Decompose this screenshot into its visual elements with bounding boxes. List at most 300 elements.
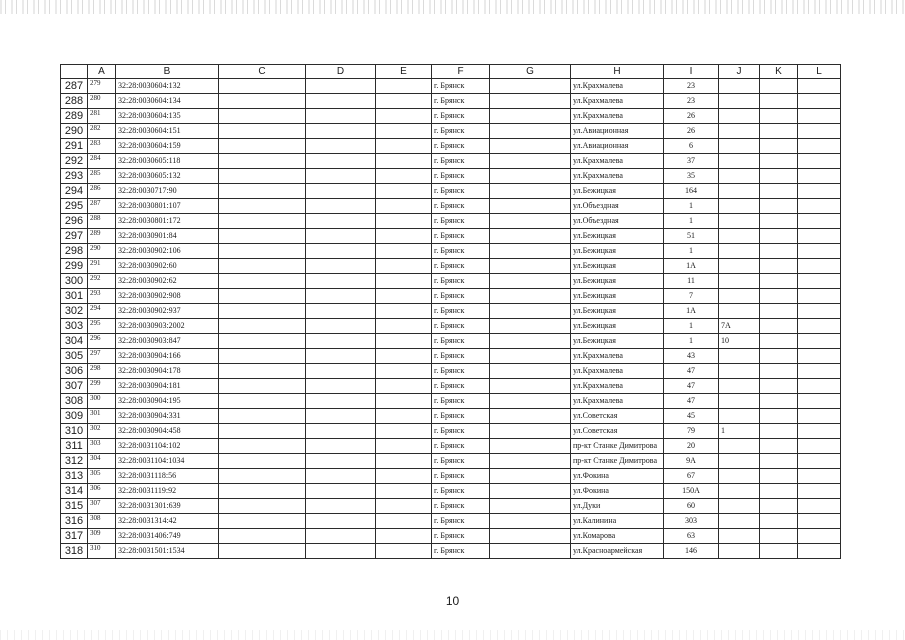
cell-g[interactable]: [490, 244, 571, 259]
cell-i[interactable]: 67: [664, 469, 719, 484]
cell-b[interactable]: 32:28:0030902:60: [116, 259, 219, 274]
cell-g[interactable]: [490, 169, 571, 184]
cell-k[interactable]: [760, 499, 798, 514]
cell-c[interactable]: [219, 454, 306, 469]
row-number[interactable]: 318: [61, 544, 88, 559]
cell-c[interactable]: [219, 199, 306, 214]
cell-k[interactable]: [760, 259, 798, 274]
column-header-j[interactable]: J: [719, 65, 760, 79]
cell-f[interactable]: г. Брянск: [432, 334, 490, 349]
cell-a[interactable]: 289: [88, 229, 116, 244]
cell-d[interactable]: [306, 334, 376, 349]
cell-h[interactable]: ул.Советская: [571, 424, 664, 439]
cell-c[interactable]: [219, 229, 306, 244]
cell-b[interactable]: 32:28:0031406:749: [116, 529, 219, 544]
cell-l[interactable]: [798, 409, 841, 424]
cell-h[interactable]: ул.Крахмалева: [571, 379, 664, 394]
cell-i[interactable]: 51: [664, 229, 719, 244]
cell-c[interactable]: [219, 379, 306, 394]
cell-k[interactable]: [760, 334, 798, 349]
cell-i[interactable]: 26: [664, 124, 719, 139]
cell-d[interactable]: [306, 394, 376, 409]
cell-c[interactable]: [219, 319, 306, 334]
cell-f[interactable]: г. Брянск: [432, 79, 490, 94]
cell-a[interactable]: 298: [88, 364, 116, 379]
cell-g[interactable]: [490, 529, 571, 544]
cell-g[interactable]: [490, 154, 571, 169]
cell-b[interactable]: 32:28:0030604:159: [116, 139, 219, 154]
cell-l[interactable]: [798, 499, 841, 514]
cell-c[interactable]: [219, 79, 306, 94]
cell-i[interactable]: 26: [664, 109, 719, 124]
cell-f[interactable]: г. Брянск: [432, 514, 490, 529]
cell-d[interactable]: [306, 244, 376, 259]
cell-d[interactable]: [306, 139, 376, 154]
row-number[interactable]: 313: [61, 469, 88, 484]
row-number[interactable]: 299: [61, 259, 88, 274]
cell-d[interactable]: [306, 469, 376, 484]
cell-g[interactable]: [490, 304, 571, 319]
cell-c[interactable]: [219, 214, 306, 229]
cell-k[interactable]: [760, 409, 798, 424]
cell-g[interactable]: [490, 109, 571, 124]
cell-h[interactable]: ул.Крахмалева: [571, 364, 664, 379]
cell-c[interactable]: [219, 274, 306, 289]
cell-j[interactable]: [719, 364, 760, 379]
cell-j[interactable]: [719, 229, 760, 244]
cell-e[interactable]: [376, 514, 432, 529]
cell-b[interactable]: 32:28:0030604:132: [116, 79, 219, 94]
cell-e[interactable]: [376, 439, 432, 454]
cell-j[interactable]: 10: [719, 334, 760, 349]
cell-i[interactable]: 164: [664, 184, 719, 199]
cell-j[interactable]: [719, 169, 760, 184]
cell-i[interactable]: 37: [664, 154, 719, 169]
cell-a[interactable]: 296: [88, 334, 116, 349]
cell-l[interactable]: [798, 349, 841, 364]
cell-l[interactable]: [798, 454, 841, 469]
cell-l[interactable]: [798, 274, 841, 289]
cell-l[interactable]: [798, 379, 841, 394]
cell-e[interactable]: [376, 244, 432, 259]
row-number[interactable]: 304: [61, 334, 88, 349]
cell-g[interactable]: [490, 454, 571, 469]
cell-f[interactable]: г. Брянск: [432, 454, 490, 469]
cell-l[interactable]: [798, 394, 841, 409]
cell-a[interactable]: 306: [88, 484, 116, 499]
cell-j[interactable]: [719, 259, 760, 274]
cell-k[interactable]: [760, 169, 798, 184]
cell-f[interactable]: г. Брянск: [432, 319, 490, 334]
cell-j[interactable]: [719, 199, 760, 214]
cell-f[interactable]: г. Брянск: [432, 154, 490, 169]
cell-f[interactable]: г. Брянск: [432, 229, 490, 244]
cell-c[interactable]: [219, 304, 306, 319]
cell-g[interactable]: [490, 274, 571, 289]
cell-c[interactable]: [219, 124, 306, 139]
cell-f[interactable]: г. Брянск: [432, 424, 490, 439]
column-header-a[interactable]: A: [88, 65, 116, 79]
cell-a[interactable]: 285: [88, 169, 116, 184]
cell-e[interactable]: [376, 484, 432, 499]
cell-b[interactable]: 32:28:0030901:84: [116, 229, 219, 244]
cell-e[interactable]: [376, 94, 432, 109]
cell-e[interactable]: [376, 319, 432, 334]
cell-f[interactable]: г. Брянск: [432, 214, 490, 229]
cell-k[interactable]: [760, 229, 798, 244]
cell-a[interactable]: 301: [88, 409, 116, 424]
cell-l[interactable]: [798, 124, 841, 139]
cell-a[interactable]: 294: [88, 304, 116, 319]
cell-f[interactable]: г. Брянск: [432, 364, 490, 379]
cell-k[interactable]: [760, 109, 798, 124]
column-header-c[interactable]: C: [219, 65, 306, 79]
row-number[interactable]: 294: [61, 184, 88, 199]
cell-k[interactable]: [760, 349, 798, 364]
cell-k[interactable]: [760, 469, 798, 484]
cell-c[interactable]: [219, 544, 306, 559]
cell-i[interactable]: 79: [664, 424, 719, 439]
cell-h[interactable]: ул.Бежицкая: [571, 244, 664, 259]
cell-h[interactable]: пр-кт Станке Димитрова: [571, 454, 664, 469]
cell-g[interactable]: [490, 214, 571, 229]
cell-e[interactable]: [376, 274, 432, 289]
cell-a[interactable]: 281: [88, 109, 116, 124]
cell-f[interactable]: г. Брянск: [432, 184, 490, 199]
row-number[interactable]: 292: [61, 154, 88, 169]
cell-b[interactable]: 32:28:0030904:166: [116, 349, 219, 364]
column-header-d[interactable]: D: [306, 65, 376, 79]
cell-j[interactable]: [719, 94, 760, 109]
cell-g[interactable]: [490, 139, 571, 154]
cell-b[interactable]: 32:28:0030904:458: [116, 424, 219, 439]
cell-d[interactable]: [306, 349, 376, 364]
cell-l[interactable]: [798, 259, 841, 274]
cell-k[interactable]: [760, 319, 798, 334]
cell-f[interactable]: г. Брянск: [432, 529, 490, 544]
cell-h[interactable]: ул.Крахмалева: [571, 349, 664, 364]
cell-e[interactable]: [376, 259, 432, 274]
cell-d[interactable]: [306, 544, 376, 559]
cell-j[interactable]: 1: [719, 424, 760, 439]
cell-g[interactable]: [490, 184, 571, 199]
cell-h[interactable]: ул.Фокина: [571, 484, 664, 499]
cell-f[interactable]: г. Брянск: [432, 544, 490, 559]
column-header-k[interactable]: K: [760, 65, 798, 79]
cell-a[interactable]: 305: [88, 469, 116, 484]
cell-i[interactable]: 9А: [664, 454, 719, 469]
cell-b[interactable]: 32:28:0031118:56: [116, 469, 219, 484]
cell-e[interactable]: [376, 424, 432, 439]
cell-f[interactable]: г. Брянск: [432, 349, 490, 364]
cell-l[interactable]: [798, 544, 841, 559]
cell-j[interactable]: [719, 484, 760, 499]
cell-l[interactable]: [798, 244, 841, 259]
cell-e[interactable]: [376, 139, 432, 154]
cell-l[interactable]: [798, 184, 841, 199]
cell-h[interactable]: ул.Бежицкая: [571, 259, 664, 274]
cell-a[interactable]: 283: [88, 139, 116, 154]
row-number[interactable]: 306: [61, 364, 88, 379]
cell-j[interactable]: [719, 139, 760, 154]
cell-d[interactable]: [306, 529, 376, 544]
cell-e[interactable]: [376, 544, 432, 559]
cell-d[interactable]: [306, 499, 376, 514]
cell-j[interactable]: [719, 349, 760, 364]
cell-j[interactable]: [719, 124, 760, 139]
column-header-i[interactable]: I: [664, 65, 719, 79]
cell-k[interactable]: [760, 364, 798, 379]
cell-a[interactable]: 282: [88, 124, 116, 139]
cell-g[interactable]: [490, 484, 571, 499]
cell-g[interactable]: [490, 349, 571, 364]
cell-e[interactable]: [376, 169, 432, 184]
row-number[interactable]: 310: [61, 424, 88, 439]
cell-g[interactable]: [490, 259, 571, 274]
cell-f[interactable]: г. Брянск: [432, 139, 490, 154]
cell-f[interactable]: г. Брянск: [432, 124, 490, 139]
cell-d[interactable]: [306, 79, 376, 94]
cell-a[interactable]: 303: [88, 439, 116, 454]
cell-f[interactable]: г. Брянск: [432, 109, 490, 124]
cell-k[interactable]: [760, 124, 798, 139]
cell-a[interactable]: 300: [88, 394, 116, 409]
cell-d[interactable]: [306, 364, 376, 379]
cell-l[interactable]: [798, 109, 841, 124]
cell-g[interactable]: [490, 199, 571, 214]
cell-b[interactable]: 32:28:0031119:92: [116, 484, 219, 499]
cell-h[interactable]: ул.Комарова: [571, 529, 664, 544]
cell-h[interactable]: ул.Авиационная: [571, 124, 664, 139]
cell-c[interactable]: [219, 439, 306, 454]
cell-a[interactable]: 279: [88, 79, 116, 94]
row-number[interactable]: 317: [61, 529, 88, 544]
row-number[interactable]: 297: [61, 229, 88, 244]
row-number[interactable]: 300: [61, 274, 88, 289]
row-number[interactable]: 293: [61, 169, 88, 184]
cell-j[interactable]: [719, 379, 760, 394]
cell-h[interactable]: ул.Бежицкая: [571, 289, 664, 304]
row-number[interactable]: 289: [61, 109, 88, 124]
cell-e[interactable]: [376, 184, 432, 199]
cell-i[interactable]: 47: [664, 379, 719, 394]
cell-a[interactable]: 291: [88, 259, 116, 274]
cell-g[interactable]: [490, 319, 571, 334]
cell-i[interactable]: 47: [664, 394, 719, 409]
row-number[interactable]: 315: [61, 499, 88, 514]
cell-j[interactable]: [719, 439, 760, 454]
cell-l[interactable]: [798, 199, 841, 214]
cell-f[interactable]: г. Брянск: [432, 469, 490, 484]
cell-l[interactable]: [798, 214, 841, 229]
cell-d[interactable]: [306, 94, 376, 109]
cell-a[interactable]: 307: [88, 499, 116, 514]
cell-i[interactable]: 303: [664, 514, 719, 529]
cell-b[interactable]: 32:28:0031104:102: [116, 439, 219, 454]
cell-e[interactable]: [376, 394, 432, 409]
cell-a[interactable]: 297: [88, 349, 116, 364]
cell-g[interactable]: [490, 229, 571, 244]
cell-l[interactable]: [798, 424, 841, 439]
cell-g[interactable]: [490, 424, 571, 439]
cell-k[interactable]: [760, 379, 798, 394]
cell-a[interactable]: 284: [88, 154, 116, 169]
cell-l[interactable]: [798, 94, 841, 109]
cell-f[interactable]: г. Брянск: [432, 379, 490, 394]
row-number[interactable]: 291: [61, 139, 88, 154]
cell-b[interactable]: 32:28:0030902:106: [116, 244, 219, 259]
cell-h[interactable]: ул.Красноармейская: [571, 544, 664, 559]
cell-k[interactable]: [760, 304, 798, 319]
cell-d[interactable]: [306, 109, 376, 124]
cell-h[interactable]: пр-кт Станке Димитрова: [571, 439, 664, 454]
cell-e[interactable]: [376, 124, 432, 139]
cell-i[interactable]: 20: [664, 439, 719, 454]
cell-b[interactable]: 32:28:0030801:107: [116, 199, 219, 214]
cell-j[interactable]: [719, 394, 760, 409]
row-number[interactable]: 296: [61, 214, 88, 229]
cell-a[interactable]: 304: [88, 454, 116, 469]
cell-b[interactable]: 32:28:0030904:181: [116, 379, 219, 394]
cell-a[interactable]: 288: [88, 214, 116, 229]
cell-h[interactable]: ул.Бежицкая: [571, 304, 664, 319]
cell-j[interactable]: [719, 289, 760, 304]
cell-d[interactable]: [306, 169, 376, 184]
cell-f[interactable]: г. Брянск: [432, 259, 490, 274]
cell-k[interactable]: [760, 199, 798, 214]
cell-b[interactable]: 32:28:0030903:2002: [116, 319, 219, 334]
cell-i[interactable]: 1А: [664, 304, 719, 319]
cell-g[interactable]: [490, 439, 571, 454]
cell-g[interactable]: [490, 544, 571, 559]
cell-f[interactable]: г. Брянск: [432, 499, 490, 514]
cell-l[interactable]: [798, 364, 841, 379]
cell-d[interactable]: [306, 409, 376, 424]
cell-k[interactable]: [760, 244, 798, 259]
cell-j[interactable]: [719, 529, 760, 544]
cell-b[interactable]: 32:28:0030604:135: [116, 109, 219, 124]
cell-c[interactable]: [219, 469, 306, 484]
cell-e[interactable]: [376, 379, 432, 394]
cell-b[interactable]: 32:28:0030605:118: [116, 154, 219, 169]
cell-d[interactable]: [306, 304, 376, 319]
cell-c[interactable]: [219, 244, 306, 259]
cell-b[interactable]: 32:28:0030902:937: [116, 304, 219, 319]
cell-c[interactable]: [219, 484, 306, 499]
cell-g[interactable]: [490, 499, 571, 514]
cell-d[interactable]: [306, 454, 376, 469]
cell-h[interactable]: ул.Крахмалева: [571, 154, 664, 169]
cell-j[interactable]: [719, 274, 760, 289]
cell-g[interactable]: [490, 124, 571, 139]
cell-i[interactable]: 1А: [664, 259, 719, 274]
cell-j[interactable]: [719, 454, 760, 469]
cell-a[interactable]: 299: [88, 379, 116, 394]
column-header-e[interactable]: E: [376, 65, 432, 79]
cell-i[interactable]: 35: [664, 169, 719, 184]
cell-k[interactable]: [760, 394, 798, 409]
cell-e[interactable]: [376, 454, 432, 469]
cell-h[interactable]: ул.Бежицкая: [571, 334, 664, 349]
row-number[interactable]: 311: [61, 439, 88, 454]
cell-c[interactable]: [219, 109, 306, 124]
row-number[interactable]: 312: [61, 454, 88, 469]
cell-d[interactable]: [306, 274, 376, 289]
cell-h[interactable]: ул.Крахмалева: [571, 169, 664, 184]
cell-c[interactable]: [219, 94, 306, 109]
cell-i[interactable]: 45: [664, 409, 719, 424]
cell-h[interactable]: ул.Крахмалева: [571, 94, 664, 109]
cell-j[interactable]: [719, 409, 760, 424]
cell-l[interactable]: [798, 439, 841, 454]
cell-l[interactable]: [798, 469, 841, 484]
cell-h[interactable]: ул.Калинина: [571, 514, 664, 529]
cell-c[interactable]: [219, 499, 306, 514]
cell-i[interactable]: 146: [664, 544, 719, 559]
cell-i[interactable]: 43: [664, 349, 719, 364]
row-number[interactable]: 302: [61, 304, 88, 319]
cell-e[interactable]: [376, 289, 432, 304]
cell-b[interactable]: 32:28:0030903:847: [116, 334, 219, 349]
cell-c[interactable]: [219, 169, 306, 184]
row-number[interactable]: 298: [61, 244, 88, 259]
cell-e[interactable]: [376, 214, 432, 229]
cell-b[interactable]: 32:28:0031314:42: [116, 514, 219, 529]
cell-c[interactable]: [219, 289, 306, 304]
cell-c[interactable]: [219, 529, 306, 544]
cell-k[interactable]: [760, 79, 798, 94]
cell-h[interactable]: ул.Советская: [571, 409, 664, 424]
cell-k[interactable]: [760, 214, 798, 229]
cell-f[interactable]: г. Брянск: [432, 394, 490, 409]
cell-e[interactable]: [376, 199, 432, 214]
cell-k[interactable]: [760, 139, 798, 154]
cell-h[interactable]: ул.Крахмалева: [571, 79, 664, 94]
cell-e[interactable]: [376, 469, 432, 484]
row-number[interactable]: 290: [61, 124, 88, 139]
cell-d[interactable]: [306, 319, 376, 334]
cell-h[interactable]: ул.Бежицкая: [571, 274, 664, 289]
cell-k[interactable]: [760, 184, 798, 199]
cell-b[interactable]: 32:28:0030801:172: [116, 214, 219, 229]
cell-d[interactable]: [306, 229, 376, 244]
cell-d[interactable]: [306, 484, 376, 499]
cell-k[interactable]: [760, 154, 798, 169]
row-number[interactable]: 307: [61, 379, 88, 394]
cell-l[interactable]: [798, 334, 841, 349]
cell-i[interactable]: 6: [664, 139, 719, 154]
cell-e[interactable]: [376, 154, 432, 169]
cell-i[interactable]: 47: [664, 364, 719, 379]
column-header-corner[interactable]: [61, 65, 88, 79]
cell-h[interactable]: ул.Крахмалева: [571, 394, 664, 409]
cell-a[interactable]: 293: [88, 289, 116, 304]
cell-j[interactable]: [719, 544, 760, 559]
cell-f[interactable]: г. Брянск: [432, 199, 490, 214]
cell-d[interactable]: [306, 154, 376, 169]
cell-d[interactable]: [306, 124, 376, 139]
cell-c[interactable]: [219, 409, 306, 424]
cell-e[interactable]: [376, 364, 432, 379]
cell-g[interactable]: [490, 364, 571, 379]
cell-a[interactable]: 292: [88, 274, 116, 289]
cell-e[interactable]: [376, 229, 432, 244]
cell-e[interactable]: [376, 529, 432, 544]
cell-b[interactable]: 32:28:0030902:62: [116, 274, 219, 289]
cell-g[interactable]: [490, 514, 571, 529]
cell-c[interactable]: [219, 514, 306, 529]
cell-j[interactable]: [719, 499, 760, 514]
